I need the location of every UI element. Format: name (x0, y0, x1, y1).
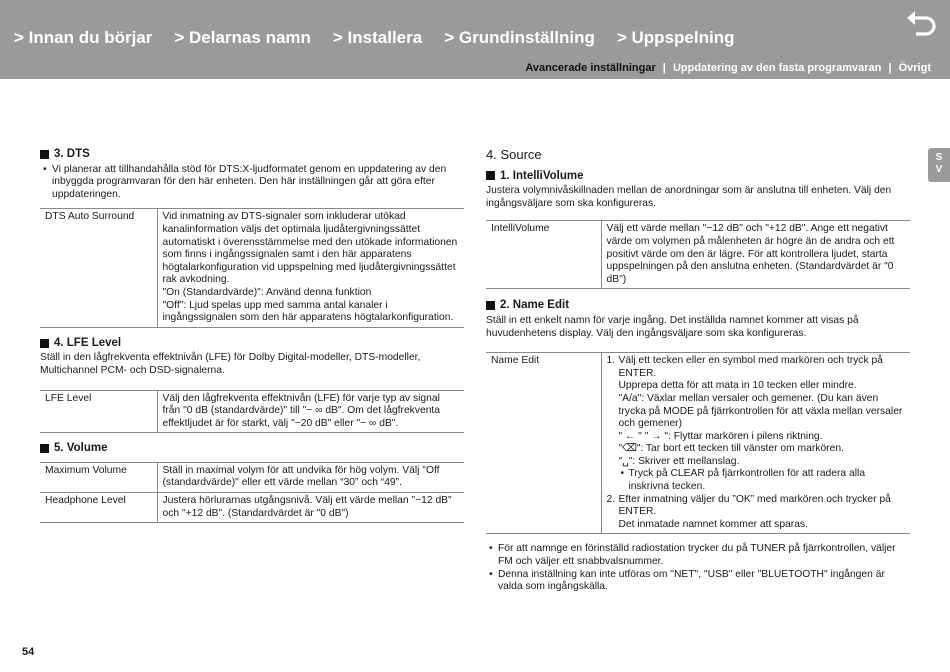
table-value (157, 209, 464, 327)
intellivolume-heading-text: 1. IntelliVolume (500, 169, 584, 182)
lfe-table (40, 390, 464, 434)
step-detail: "␣": Skriver ett mellanslag. (618, 455, 740, 467)
table-value-line: "On (Standardvärde)": Använd denna funktion (162, 286, 372, 298)
source-title: 4. Source (486, 147, 542, 162)
nav-uppspelning[interactable]: > Uppspelning (616, 28, 735, 47)
subnav-uppdatering[interactable]: Uppdatering av den fasta programvaran (672, 62, 882, 74)
back-icon[interactable] (906, 8, 938, 38)
subnav-avancerade-installningar[interactable]: Avancerade inställningar (525, 62, 656, 74)
table-key: Maximum Volume (40, 462, 157, 492)
lfe-heading-text: 4. LFE Level (54, 336, 122, 349)
nav-installera[interactable]: > Installera (332, 28, 423, 47)
step-detail: Upprepa detta för att mata in 10 tecken eller mindre. (618, 380, 857, 392)
right-column (486, 148, 910, 594)
note-item: • Denna inställning kan inte utföras om "NET", "USB" eller "BLUETOOTH" ingången är valda som ingångskälla. (486, 569, 910, 594)
square-bullet-icon (486, 171, 495, 180)
nav-innan-du-borjar[interactable]: > Innan du börjar (14, 28, 153, 47)
table-value: Välj ett värde mellan "−12 dB" och "+12 dB". Ange ett negativt värde om volymen på målenheten är högre än de andra och ett positivt värde om den är lägre. För att kontrollera ljudet, starta uppspelningen på den anslutna enheten. (Standardvärdet är "0 dB") (606, 223, 895, 285)
tab-letter: S (935, 152, 943, 163)
step-text: Efter inmatning väljer du ”OK” med markören och trycker på ENTER. (618, 493, 891, 518)
tab-letter: V (935, 164, 943, 175)
table-key: LFE Level (40, 390, 157, 433)
square-bullet-icon (486, 301, 495, 310)
notes-list (486, 543, 910, 593)
table-row (40, 390, 464, 433)
intellivolume-description: Justera volymnivåskillnaden mellan de anordningar som är anslutna till enheten. Välj den ingångsväljare som ska konfigureras. (486, 185, 892, 209)
lfe-description: Ställ in den lågfrekventa effektnivån (LFE) för Dolby Digital-modeller, DTS-modeller, Multichannel PCM- och DSD-signalerna. (40, 352, 421, 376)
table-value: Justera hörlurarnas utgångsnivå. Välj ett värde mellan "−12 dB" och "+12 dB". (Standardvärdet är "0 dB") (162, 495, 452, 519)
intellivolume-table (486, 220, 910, 289)
dts-table (40, 208, 464, 327)
step-number: 1. (606, 355, 616, 367)
main-nav (14, 28, 756, 48)
subnav-separator: | (662, 62, 666, 74)
step-text: Välj ett tecken eller en symbol med markören och tryck på ENTER. (618, 355, 883, 379)
volume-heading-text: 5. Volume (54, 442, 108, 455)
section-heading-dts (40, 148, 464, 161)
subnav-ovrigt[interactable]: Övrigt (898, 62, 931, 74)
step-detail: "A/a": Växlar mellan versaler och gemener. (Du kan även trycka på MODE på fjärrkontrollen för att växla mellan versaler och gemener) (618, 392, 903, 430)
dts-note: • Vi planerar att tillhandahålla stöd för DTS:X-ljudformatet genom en uppdatering av den inbyggda programvaran för den här enheten. Den här inställningen går att göra efter uppdateringen. (40, 164, 464, 202)
sub-nav (525, 62, 931, 74)
nav-grundinstallning[interactable]: > Grundinställning (444, 28, 595, 47)
square-bullet-icon (40, 339, 49, 348)
table-row (40, 493, 464, 523)
volume-table (40, 462, 464, 523)
step-number: 2. (606, 493, 616, 505)
table-key: DTS Auto Surround (40, 209, 157, 327)
nameedit-description: Ställ in ett enkelt namn för varje ingång. Det inställda namnet kommer att visas på huvudenhetens display. Välj den ingångsväljare som ska konfigureras. (486, 314, 859, 339)
table-row (40, 209, 464, 327)
table-value-line: "Off": Ljud spelas upp med samma antal kanaler i ingångssignalen som den här apparatens högtalarkonfiguration. (162, 299, 454, 324)
step-detail: "⌫": Tar bort ett tecken till vänster om markören. (618, 443, 844, 455)
table-key: Name Edit (486, 353, 601, 534)
step-detail: Det inmatade namnet kommer att sparas. (618, 518, 808, 530)
table-value: Ställ in maximal volym för att undvika för hög volym. Välj "Off (standardvärde)" eller ett värde mellan “30” och “49”. (162, 464, 440, 489)
table-value (601, 353, 910, 534)
dts-heading-text: 3. DTS (54, 148, 90, 160)
square-bullet-icon (40, 444, 49, 453)
step-detail: " ← " " → ": Flyttar markören i pilens riktning. (618, 430, 823, 442)
section-heading-intellivolume (486, 170, 910, 183)
header-bar (0, 0, 950, 79)
table-value-line: Vid inmatning av DTS-signaler som inkluderar utökad kanalinformation väljs det optimala ljudåtergivningssättet automatiskt i överensstämmelse med den utökade informationen som finns i ingångssignalen samt i den här apparatens högtalarkonfiguration vid uppspelning med ljudåtergivningssättet rak avkodning. (162, 211, 458, 286)
step-1 (607, 355, 906, 380)
left-column (40, 148, 464, 523)
square-bullet-icon (40, 150, 49, 159)
table-row (40, 462, 464, 492)
step-note: • Tryck på CLEAR på fjärrkontrollen för att radera alla inskrivna tecken. (607, 468, 906, 493)
table-key: Headphone Level (40, 493, 157, 523)
subnav-separator: | (888, 62, 892, 74)
nameedit-heading-text: 2. Name Edit (500, 299, 570, 312)
section-heading-nameedit (486, 299, 910, 312)
section-heading-lfe (40, 337, 464, 350)
language-tab-sv[interactable] (928, 148, 950, 182)
table-row (486, 221, 910, 289)
step-2 (607, 494, 906, 519)
note-item: • För att namnge en förinställd radiostation trycker du på TUNER på fjärrkontrollen, väljer FM och väljer ett snabbvalsnummer. (486, 543, 910, 568)
table-key: IntelliVolume (486, 221, 601, 289)
table-value: Välj den lågfrekventa effektnivån (LFE) för varje typ av signal från "0 dB (standardvärde)" till "− ∞ dB". Om det lågfrekventa effektljudet är för starkt, välj "−20 dB" eller "− ∞ dB". (162, 392, 441, 429)
nav-delarnas-namn[interactable]: > Delarnas namn (174, 28, 311, 47)
section-heading-volume (40, 442, 464, 455)
table-row (486, 353, 910, 534)
nameedit-table (486, 352, 910, 534)
page-number: 54 (22, 646, 35, 658)
